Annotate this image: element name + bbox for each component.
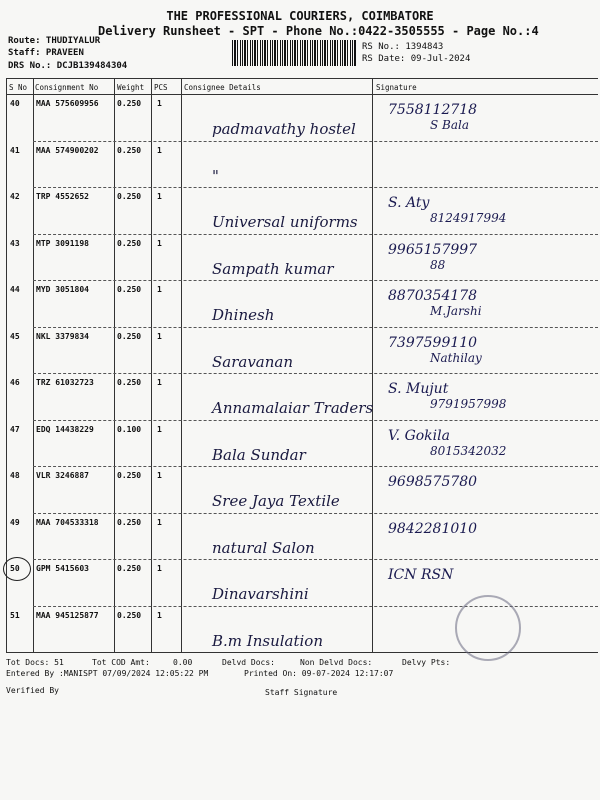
row-weight: 0.250 [117,238,142,248]
header-bottom-line [6,94,598,95]
row-consignee-name: " [212,166,219,185]
row-pcs: 1 [157,99,162,108]
row-signature: 9965157997 [388,241,478,258]
row-signature: S. Mujut [388,381,449,397]
row-consignment: MAA 574900202 [36,145,99,155]
column-divider [33,78,34,652]
row-pcs: 1 [157,424,162,434]
row-consignee-name: Universal uniforms [212,213,358,231]
row-weight: 0.250 [117,610,142,620]
row-weight: 0.250 [117,378,142,387]
company-stamp [455,595,521,661]
row-consignment: MTP 3091198 [36,238,89,248]
row-signature-extra: S Bala [430,118,469,132]
rs-number: RS No.: 1394843 [362,42,444,52]
row-sno: 45 [10,331,20,341]
row-signature-extra: 88 [430,257,446,272]
row-sno: 46 [10,378,20,387]
row-consignment: MYD 3051804 [36,285,89,294]
row-consignee-name: Annamalaiar Traders [212,399,374,417]
row-sno: 43 [10,238,20,248]
row-consignment: MAA 704533318 [36,517,99,527]
row-pcs: 1 [157,610,162,620]
row-consignment: MAA 945125877 [36,610,99,620]
row-signature: 7558112718 [388,102,478,118]
row-weight: 0.250 [117,99,142,108]
row-signature-extra: 8015342032 [430,443,507,458]
row-divider [33,373,598,374]
row-pcs: 1 [157,192,162,201]
header-top-line [6,78,598,79]
row-weight: 0.250 [117,471,142,480]
entered-by: Entered By :MANISPT 07/09/2024 12:05:22 PM [6,669,209,678]
row-signature: 9842281010 [388,520,478,537]
row-divider [33,513,598,514]
row-consignment: VLR 3246887 [36,471,89,480]
row-pcs: 1 [157,471,162,480]
row-divider [33,280,598,281]
row-consignee-name: Bala Sundar [212,445,306,464]
total-docs: Tot Docs: 51 [6,658,64,667]
row-divider [33,141,598,142]
row-sno: 47 [10,424,20,434]
column-divider [181,78,182,652]
row-pcs: 1 [157,564,162,573]
row-pcs: 1 [157,238,162,248]
row-consignment: EDQ 14438229 [36,424,94,434]
row-divider [33,559,598,560]
row-consignee-name: Dinavarshini [212,585,309,603]
row-divider [33,420,598,421]
row-sno: 42 [10,192,20,201]
total-cod-amount: 0.00 [173,658,193,667]
row-sno: 41 [10,145,20,155]
row-pcs: 1 [157,378,162,387]
row-sno: 40 [10,99,20,108]
row-signature-extra: Nathilay [430,350,482,365]
col-header-consignee: Consignee Details [184,83,261,92]
row-signature-extra: 8124917994 [430,211,507,225]
total-cod-label: Tot COD Amt: [92,658,150,667]
document-title: THE PROFESSIONAL COURIERS, COIMBATORE [166,9,434,23]
row-weight: 0.250 [117,331,142,341]
row-divider [33,234,598,235]
row-signature: ICN RSN [388,567,454,583]
row-sno: 50 [10,564,20,573]
row-weight: 0.250 [117,145,142,155]
circle-mark [3,557,31,581]
row-sno: 51 [10,610,20,620]
row-consignment: TRZ 61032723 [36,378,94,387]
col-header-weight: Weight [117,83,145,92]
column-divider [372,78,373,652]
row-consignee-name: Saravanan [212,352,294,371]
row-pcs: 1 [157,145,162,155]
row-signature: 9698575780 [388,474,478,490]
row-pcs: 1 [157,517,162,527]
row-signature: 8870354178 [388,288,478,304]
row-consignee-name: natural Salon [212,538,315,557]
printed-on: Printed On: 09-07-2024 12:17:07 [244,669,394,678]
row-consignment: NKL 3379834 [36,331,89,341]
row-consignee-name: padmavathy hostel [212,120,356,138]
row-consignment: GPM 5415603 [36,564,89,573]
row-signature: 7397599110 [388,334,478,351]
row-consignee-name: Dhinesh [212,306,275,324]
row-consignment: TRP 4552652 [36,192,89,201]
row-sno: 44 [10,285,20,294]
row-signature-extra: M.Jarshi [430,304,482,318]
route-label: Route: THUDIYALUR [8,36,101,46]
drs-number: DRS No.: DCJB139484304 [8,61,128,71]
non-delivered-docs: Non Delvd Docs: [300,658,373,667]
row-pcs: 1 [157,285,162,294]
row-weight: 0.250 [117,192,142,201]
staff-signature: Staff Signature [265,688,338,697]
row-pcs: 1 [157,331,162,341]
rs-date: RS Date: 09-Jul-2024 [362,54,471,64]
col-header-sno: S No [9,83,28,92]
row-signature-extra: 9791957998 [430,397,507,411]
delivered-docs: Delvd Docs: [222,658,275,667]
barcode [232,40,356,66]
row-sno: 49 [10,517,20,527]
row-signature: S. Aty [388,195,430,211]
row-consignee-name: Sree Jaya Textile [212,492,340,510]
row-signature: V. Gokila [388,427,450,444]
row-divider [33,466,598,467]
verified-by: Verified By [6,686,59,695]
row-consignee-name: B.m Insulation [212,631,323,650]
document-subtitle: Delivery Runsheet - SPT - Phone No.:0422-3505555 - Page No.:4 [98,24,539,38]
row-weight: 0.250 [117,564,142,573]
column-divider [114,78,115,652]
row-weight: 0.250 [117,285,142,294]
col-header-pcs: PCS [154,83,168,92]
col-header-signature: Signature [376,83,417,92]
col-header-consignment: Consignment No [35,83,99,92]
row-sno: 48 [10,471,20,480]
row-divider [33,187,598,188]
column-divider [151,78,152,652]
row-divider [33,327,598,328]
row-consignment: MAA 575609956 [36,99,99,108]
delivery-points: Delvy Pts: [402,658,451,667]
row-consignee-name: Sampath kumar [212,259,334,278]
row-weight: 0.250 [117,517,142,527]
row-weight: 0.100 [117,424,142,434]
staff-label: Staff: PRAVEEN [8,48,84,58]
